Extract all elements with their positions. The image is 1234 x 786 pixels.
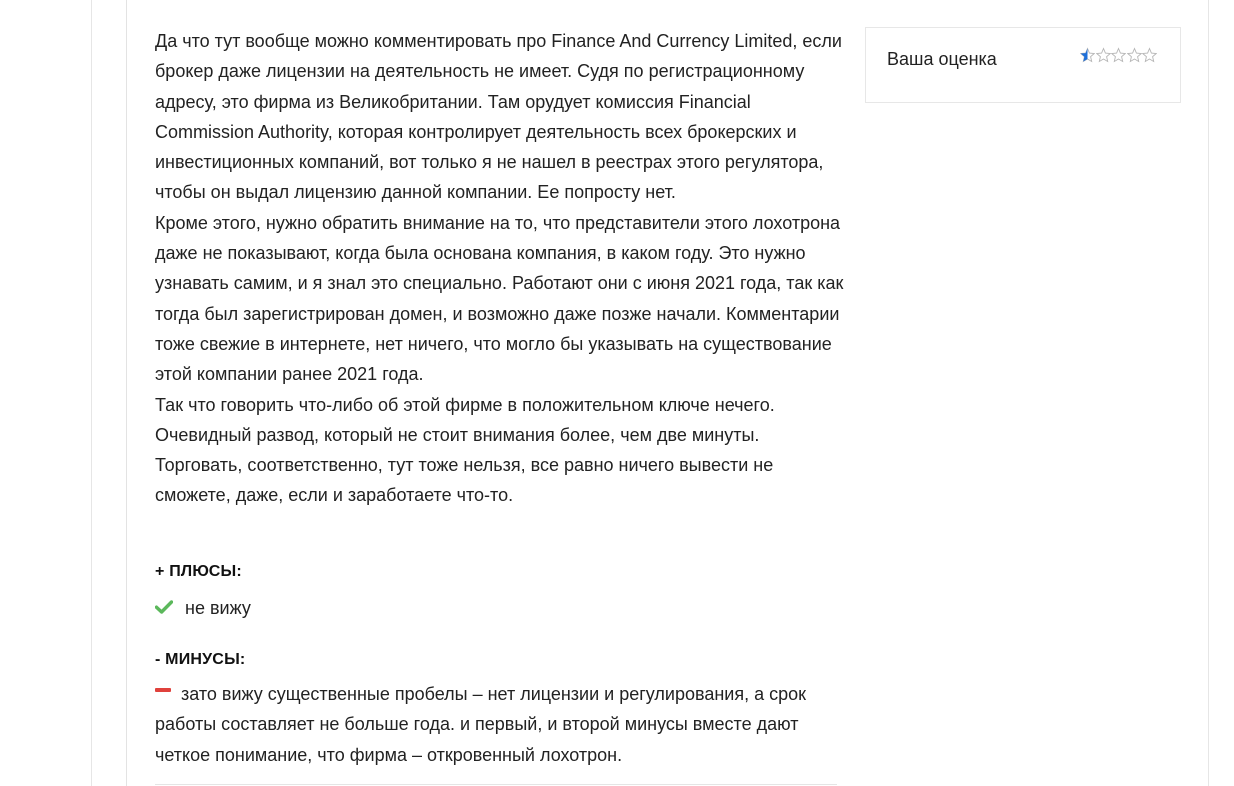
pros-title: + ПЛЮСЫ:	[155, 563, 242, 580]
pros-item-text: не вижу	[185, 598, 251, 618]
check-icon	[155, 593, 173, 623]
star-icon[interactable]	[1142, 47, 1157, 63]
cons-item-text: зато вижу существенные пробелы – нет лицензии и регулирования, а срок работы составляет не больше года. и первый, и второй минусы вместе дают четкое понимание, что фирма – откровенный лохотрон.	[155, 684, 807, 765]
rating-box	[865, 27, 1181, 103]
star-icon[interactable]	[1111, 47, 1126, 63]
rating-label: Ваша оценка	[887, 49, 997, 69]
minus-icon	[155, 688, 171, 692]
divider	[155, 784, 837, 785]
star-icon[interactable]	[1127, 47, 1142, 63]
review-body-paragraph: Да что тут вообще можно комментировать про Finance And Currency Limited, если брокер даже лицензии на деятельность не имеет. Судя по регистрационному адресу, это фирма из Великобритании. Там орудует комиссия Financial Commission Authority, которая контролирует деятельность всех брокерских и инвестиционных компаний, вот только я не нашел в реестрах этого регулятора, чтобы он выдал лицензию данной компании. Ее попросту нет. Кроме этого, нужно обратить внимание на то, что представители этого лохотрона даже не показывают, когда была основана компания, в каком году. Это нужно узнавать самим, и я знал это специально. Работают они с июня 2021 года, так как тогда был зарегистрирован домен, и возможно даже позже начали. Комментарии тоже свежие в интернете, нет ничего, что могло бы указывать на существование этой компании ранее 2021 года. Так что говорить что-либо об этой фирме в положительном ключе нечего. Очевидный развод, который не стоит внимания более, чем две минуты. Торговать, соответственно, тут тоже нельзя, все равно ничего вывести не сможете, даже, если и заработаете что-то.	[155, 31, 844, 506]
review-text	[155, 26, 845, 511]
star-icon[interactable]	[1080, 47, 1095, 63]
star-rating[interactable]	[1080, 47, 1158, 63]
cons-item	[155, 679, 815, 770]
star-icon[interactable]	[1096, 47, 1111, 63]
cons-title: - МИНУСЫ:	[155, 651, 246, 668]
pros-item	[155, 593, 845, 623]
